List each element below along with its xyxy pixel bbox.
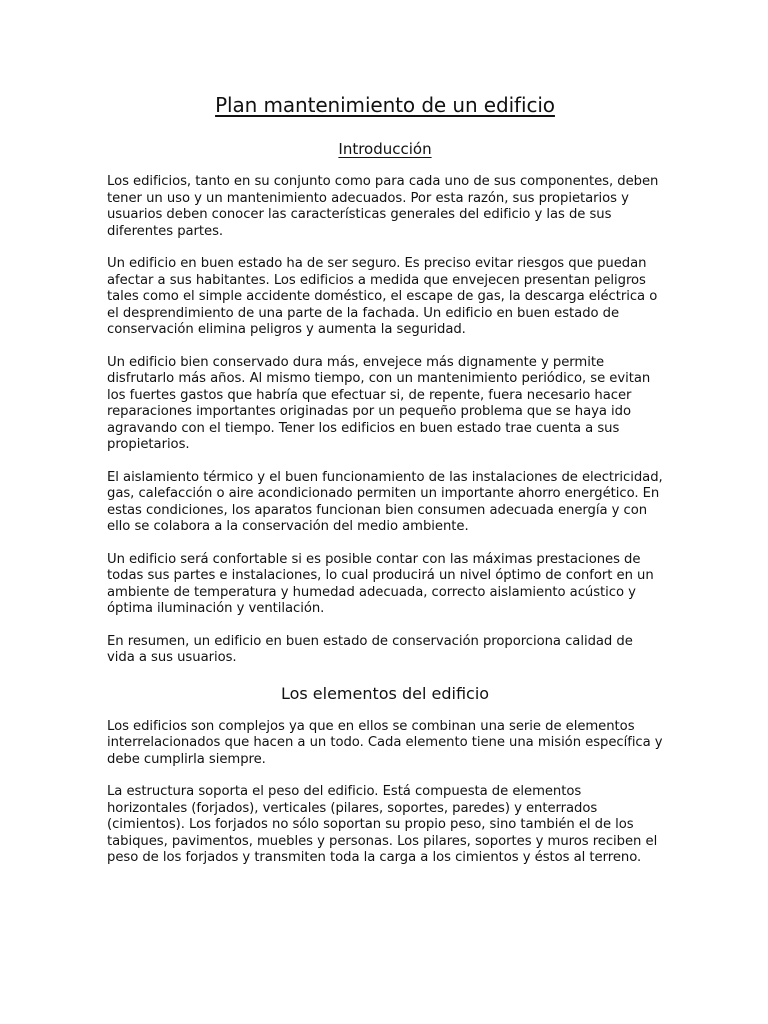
elements-paragraph-2: La estructura soporta el peso del edificio. Está compuesta de elementos horizontales (forjados), verticales (pilares, soportes, paredes) y enterrados (cimientos). Los forjados no sólo soportan su propio peso, sino también el de los tabiques, pavimentos, muebles y personas. Los pilares, soportes y muros reciben el peso de los forjados y transmiten toda la carga a los cimientos y éstos al terreno.: [107, 784, 658, 865]
elements-heading: Los elementos del edificio: [280, 683, 490, 703]
intro-heading: Introducción: [338, 140, 432, 158]
document-title: Plan mantenimiento de un edificio: [215, 93, 555, 117]
intro-paragraph-2: Un edificio en buen estado ha de ser seguro. Es preciso evitar riesgos que puedan afectar a sus habitantes. Los edificios a medida que envejecen presentan peligros tales como el simple accidente doméstico, el escape de gas, la descarga eléctrica o el desprendimiento de una parte de la fachada. Un edificio en buen estado de conservación elimina peligros y aumenta la seguridad.: [107, 256, 658, 337]
document-page: [107, 90, 663, 883]
intro-paragraph-1: Los edificios, tanto en su conjunto como para cada uno de sus componentes, deben tener un uso y un mantenimiento adecuados. Por esta razón, sus propietarios y usuarios deben conocer las características generales del edificio y las de sus diferentes partes.: [107, 174, 659, 239]
intro-paragraph-5: Un edificio será confortable si es posible contar con las máximas prestaciones de todas sus partes e instalaciones, lo cual producirá un nivel óptimo de confort en un ambiente de temperatura y humedad adecuada, correcto aislamiento acústico y óptima iluminación y ventilación.: [107, 551, 654, 616]
intro-paragraph-6: En resumen, un edificio en buen estado de conservación proporciona calidad de vida a sus usuarios.: [107, 633, 633, 665]
intro-paragraph-4: El aislamiento térmico y el buen funcionamiento de las instalaciones de electricidad, gas, calefacción o aire acondicionado permiten un importante ahorro energético. En estas condiciones, los aparatos funcionan bien consumen adecuada energía y con ello se colabora a la conservación del medio ambiente.: [107, 469, 663, 534]
elements-paragraph-1: Los edificios son complejos ya que en ellos se combinan una serie de elementos interrelacionados que hacen a un todo. Cada elemento tiene una misión específica y debe cumplirla siempre.: [107, 718, 663, 767]
intro-paragraph-3: Un edificio bien conservado dura más, envejece más dignamente y permite disfrutarlo más años. Al mismo tiempo, con un mantenimiento periódico, se evitan los fuertes gastos que habría que efectuar si, de repente, fuera necesario hacer reparaciones importantes originadas por un pequeño problema que se haya ido agravando con el tiempo. Tener los edificios en buen estado trae cuenta a sus propietarios.: [107, 354, 651, 452]
